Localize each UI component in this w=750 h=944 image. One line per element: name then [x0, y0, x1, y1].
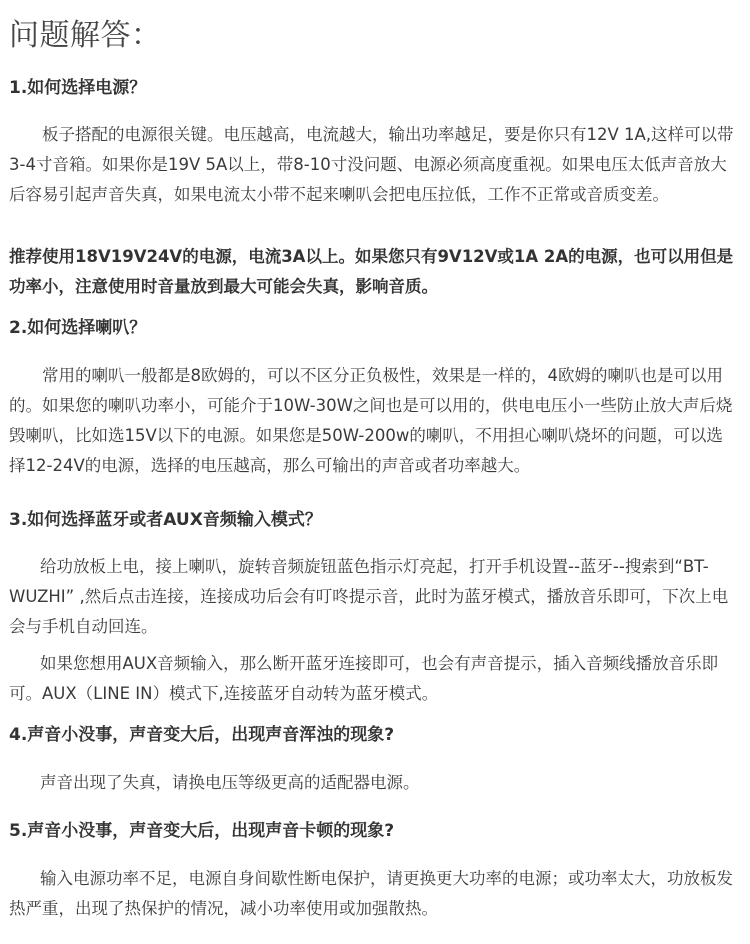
section-2-heading: 2.如何选择喇叭？ [9, 318, 147, 338]
page-title: 问题解答： [9, 18, 162, 53]
section-1-heading: 1.如何选择电源？ [9, 78, 147, 98]
section-2-paragraph-1: 常用的喇叭一般都是8欧姆的，可以不区分正负极性，效果是一样的，4欧姆的喇叭也是可以用的。如果您的喇叭功率小，可能介于10W-30W之间也是可以用的，供电电压小一些防止放大声后烧毁喇叭，比如选15V以下的电源。如果您是50W-200w的喇叭，不用担心喇叭烧坏的问题，可以选择12-24V的电源，选择的电压越高，那么可输出的声音或者功率越大。 [9, 366, 733, 475]
section-5-heading: 5.声音小没事，声音变大后，出现声音卡顿的现象? [9, 821, 395, 841]
section-3-heading: 3.如何选择蓝牙或者AUX音频输入模式？ [9, 510, 322, 530]
section-4-heading: 4.声音小没事，声音变大后，出现声音浑浊的现象? [9, 725, 395, 745]
section-4-paragraph-1: 声音出现了失真，请换电压等级更高的适配器电源。 [40, 773, 420, 792]
section-5-paragraph-1: 输入电源功率不足，电源自身间歇性断电保护，请更换更大功率的电源；或功率太大，功放板发热严重，出现了热保护的情况，减小功率使用或加强散热。 [9, 869, 733, 918]
section-3-paragraph-1: 给功放板上电，接上喇叭，旋转音频旋钮蓝色指示灯亮起，打开手机设置--蓝牙--搜索到“BT-WUZHI” ,然后点击连接，连接成功后会有叮咚提示音，此时为蓝牙模式，播放音乐即可，下次上电会与手机自动回连。 [9, 557, 729, 636]
section-3-paragraph-2: 如果您想用AUX音频输入，那么断开蓝牙连接即可，也会有声音提示，插入音频线播放音乐即可。AUX（LINE IN）模式下,连接蓝牙自动转为蓝牙模式。 [9, 654, 719, 703]
section-1-paragraph-1: 板子搭配的电源很关键。电压越高，电流越大，输出功率越足，要是你只有12V 1A,这样可以带3-4寸音箱。如果你是19V 5A以上，带8-10寸没问题、电源必须高度重视。如果电压太低声音放大后容易引起声音失真，如果电流太小带不起来喇叭会把电压拉低，工作不正常或音质变差。 [9, 125, 734, 204]
section-1-paragraph-2: 推荐使用18V19V24V的电源，电流3A以上。如果您只有9V12V或1A 2A的电源，也可以用但是功率小，注意使用时音量放到最大可能会失真，影响音质。 [9, 247, 734, 296]
